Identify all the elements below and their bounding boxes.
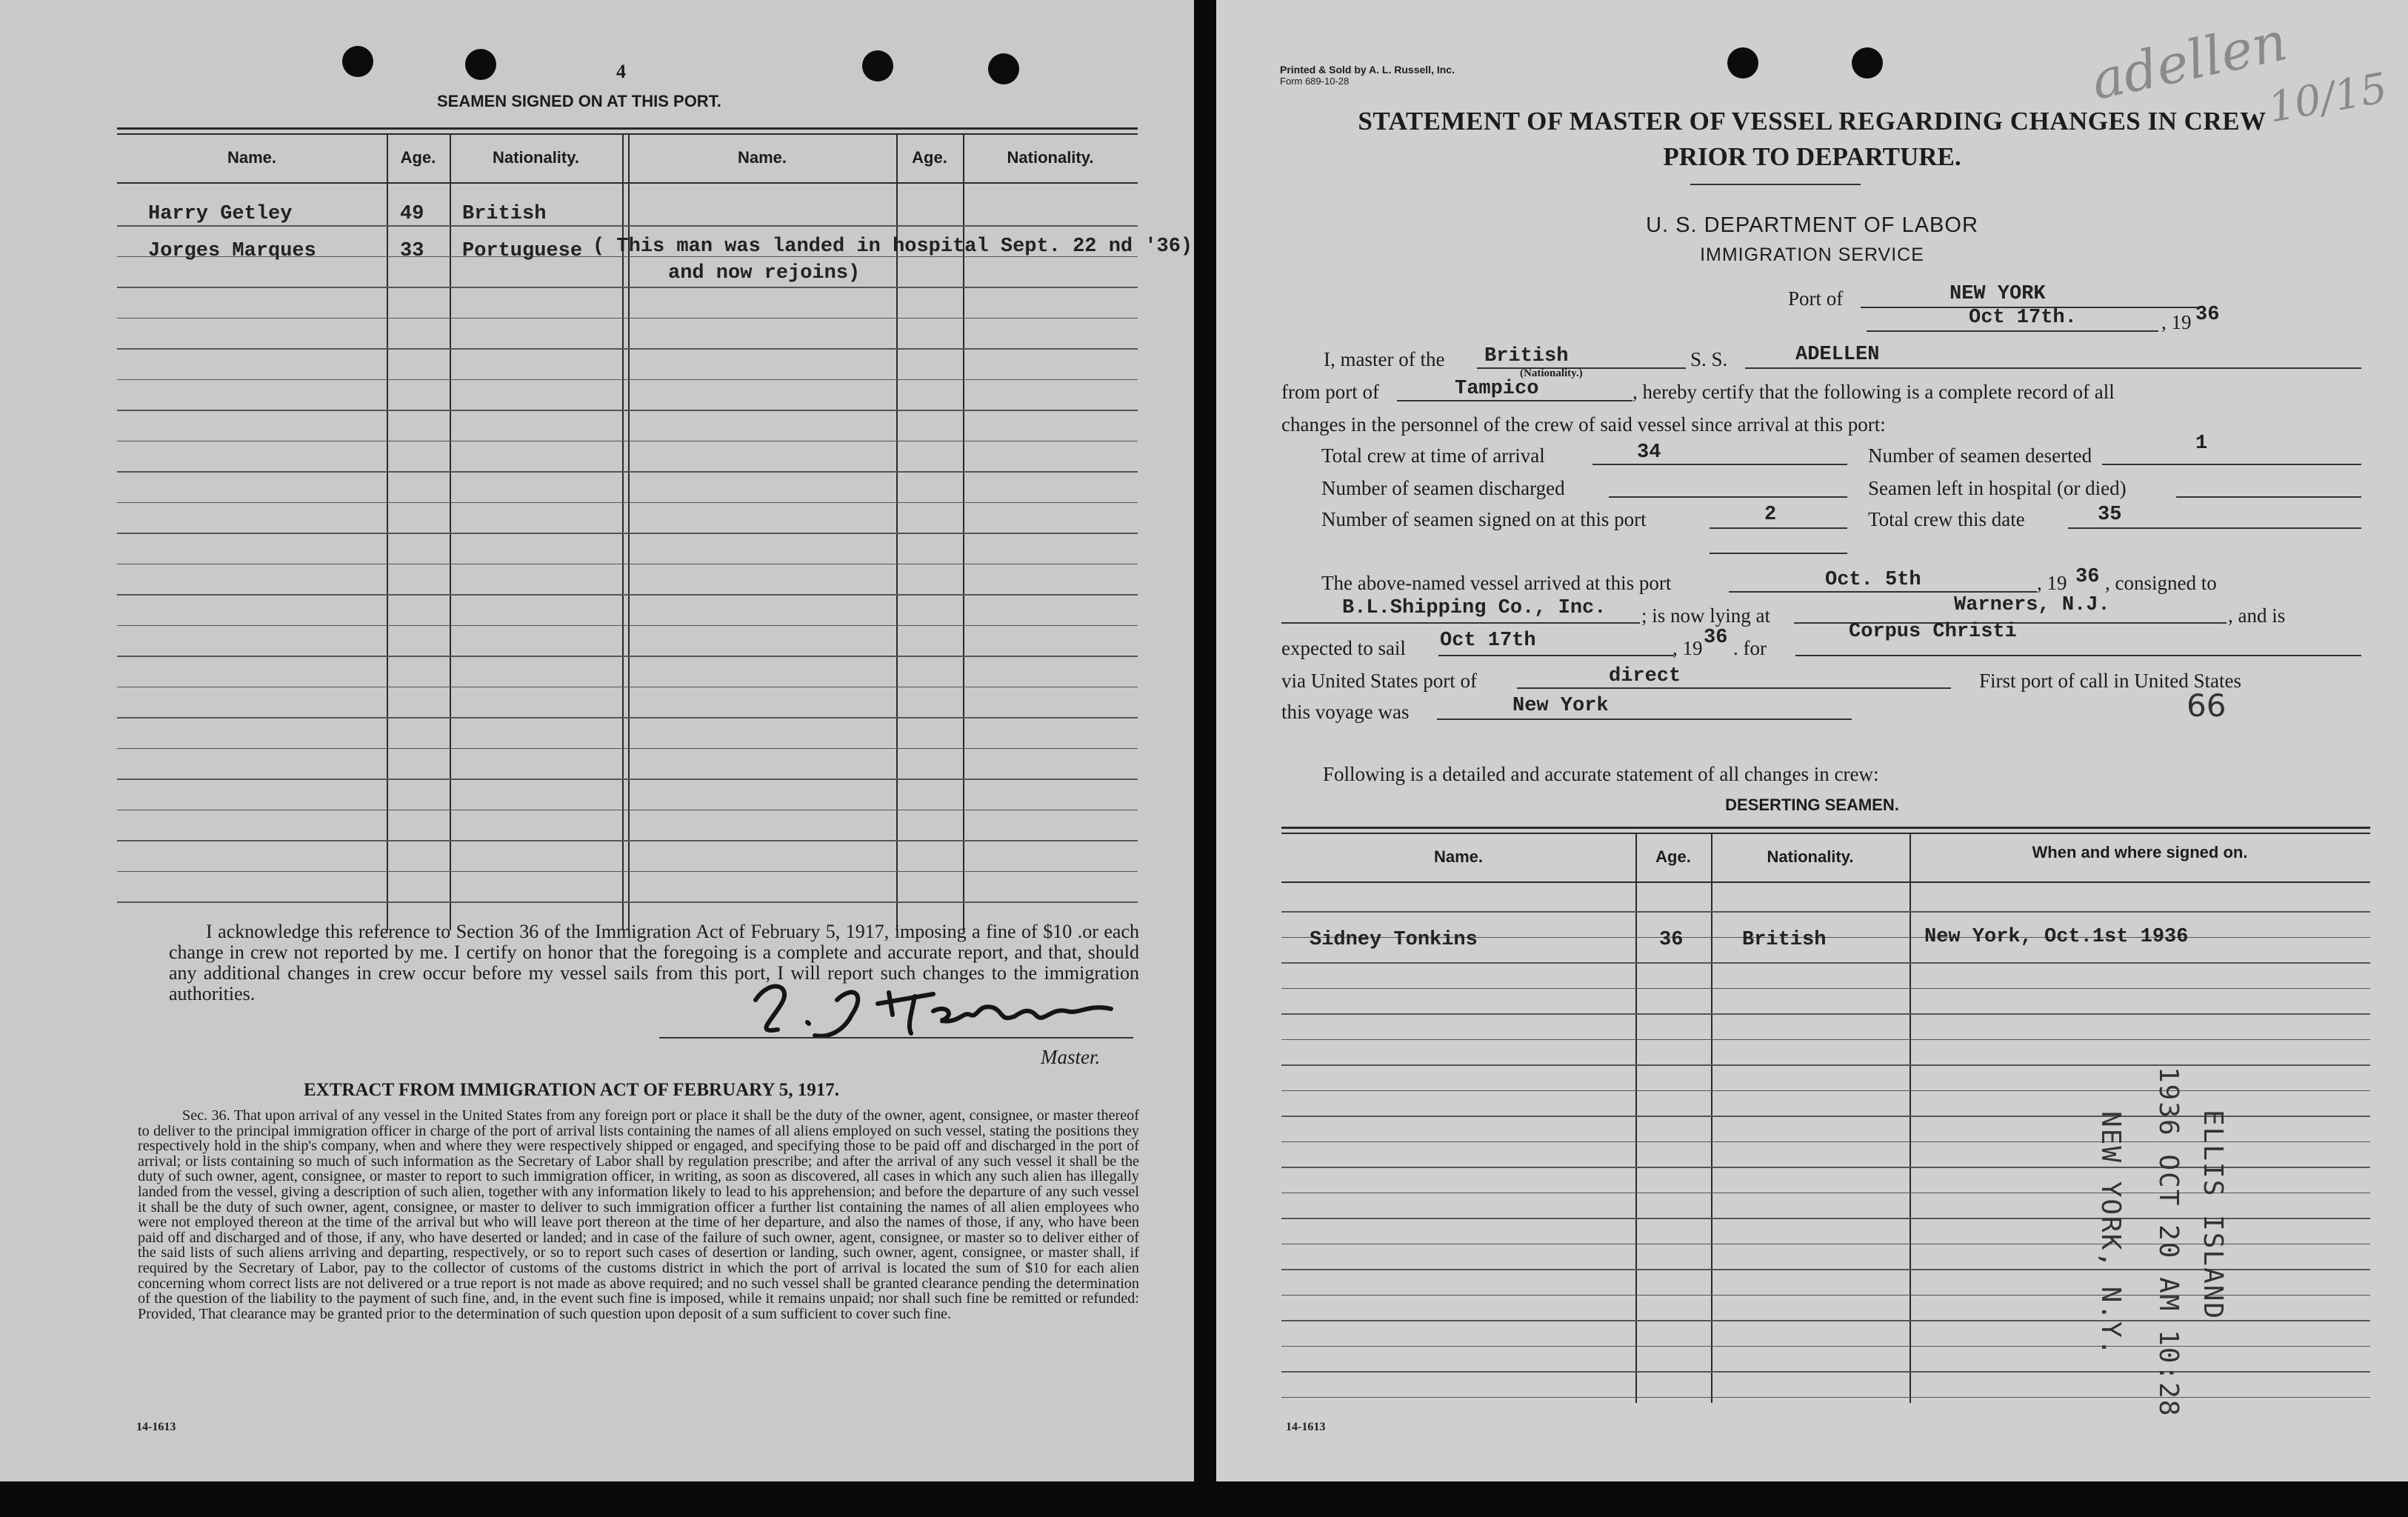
department-name: U. S. DEPARTMENT OF LABOR: [1646, 213, 1978, 237]
extract-title: EXTRACT FROM IMMIGRATION ACT OF FEBRUARY 5, 1917.: [304, 1080, 839, 1100]
form-number: 14-1613: [136, 1421, 176, 1433]
date-value: Oct 17th.: [1969, 307, 2077, 329]
destination-value: Corpus Christi: [1849, 621, 2017, 643]
col-header-name: Name.: [737, 148, 787, 167]
deserting-table-top-rule: [1281, 833, 2370, 834]
seaman-nationality: Portuguese: [462, 240, 583, 262]
table-row-line: [1281, 1090, 2370, 1092]
table-row-line: [117, 840, 1138, 841]
col-header-age: Age.: [400, 148, 436, 167]
deserter-signed-on: New York, Oct.1st 1936: [1924, 926, 2189, 948]
deserting-col-age: Age.: [1655, 847, 1691, 866]
date-line: [1867, 330, 2158, 332]
table-row-line: [117, 871, 1138, 873]
deserting-table-top-rule: [1281, 827, 2370, 829]
punch-hole: [342, 46, 373, 77]
port-of-value: NEW YORK: [1950, 283, 2046, 305]
extract-text: Sec. 36. That upon arrival of any vessel in the United States from any foreign port or place it shall be the duty of the owner, agent, consignee, or master thereof to deliver to the principal immigration officer in charge of the port of arrival lists containing the names of all aliens employed on such vessel, stating the positions they respectively hold in the ship's company, when and where they were respectively shipped or engaged, and specifying those to be paid off and discharged in the port of arrival; or lists containing so much of such information as the Secretary of Labor shall by regulation prescribe; and after the arrival of any such vessel it shall be the duty of such owner, agent, consignee, or master to report to such immigration officer, in writing, as soon as discovered, all cases in which any such alien has illegally landed from the vessel, giving a description of such alien, together with any information likely to lead to his apprehension; and before the departure of any such vessel it shall be the duty of such owner, agent, consignee, or master to deliver to such immigration officer a further list containing the names of all alien employees who were not employed thereon at the time of the arrival but who will leave port thereon at the time of her departure, and also the names of those, if any, who have been paid off and discharged and of those, if any, who have deserted or landed; and in case of the failure of such owner, agent, consignee, or master so to deliver either of the said lists of such aliens arriving and departing, respectively, or so to report such cases of desertion or landing, such owner, agent, consignee, or master shall, if required by the Secretary of Labor, pay to the collector of customs of the customs district in which the port of arrival is located the sum of $10 for each alien concerning whom correct lists are not delivered or a true report is not made as above required; and no such vessel shall be granted clearance pending the determination of the question of the liability to the payment of such fine, and, in the event such fine is imposed, while it remains unpaid; nor shall such fine be remitted or refunded: Provided, That clearance may be granted prior to the determination of such question upon deposit of a sum sufficient to cover such fine.: [138, 1107, 1139, 1322]
table-row-line: [1281, 962, 2370, 964]
nationality-value: British: [1484, 345, 1569, 367]
master-of-label: I, master of the: [1324, 348, 1445, 370]
hospital-label: Seamen left in hospital (or died): [1868, 477, 2127, 499]
title-divider: [1690, 184, 1861, 185]
service-name: IMMIGRATION SERVICE: [1700, 244, 1924, 265]
from-port-label: from port of: [1281, 381, 1379, 403]
consignee-line: [1281, 622, 1640, 624]
table-row-line: [117, 379, 1138, 381]
lying-label: ; is now lying at: [1641, 604, 1770, 627]
arrived-year: 36: [2075, 566, 2100, 588]
following-text: Following is a detailed and accurate statement of all changes in crew:: [1323, 763, 1879, 785]
handwritten-reference: 10/15: [2264, 64, 2391, 133]
form-number: 14-1613: [1286, 1421, 1326, 1433]
punch-hole: [465, 49, 496, 80]
nationality-caption: (Nationality.): [1520, 367, 1583, 379]
column-divider: [387, 133, 388, 930]
page-number: 4: [616, 61, 626, 82]
deserted-label: Number of seamen deserted: [1868, 444, 2092, 467]
for-label: . for: [1733, 637, 1767, 659]
column-divider: [1910, 833, 1911, 1403]
table-row-line: [1281, 1397, 2370, 1398]
from-port-line: [1397, 400, 1632, 401]
lying-value: Warners, N.J.: [1954, 594, 2110, 616]
seaman-age: 49: [400, 203, 424, 225]
printer-credit: Printed & Sold by A. L. Russell, Inc.: [1280, 64, 1455, 76]
table-row-line: [117, 471, 1138, 473]
table-row-line: [1281, 1371, 2370, 1373]
table-row-line: [117, 348, 1138, 350]
column-divider: [1711, 833, 1712, 1403]
table-row-line: [117, 810, 1138, 811]
from-port-value: Tampico: [1455, 378, 1539, 400]
col-header-name: Name.: [227, 148, 277, 167]
table-row-line: [117, 594, 1138, 596]
table-row-line: [117, 901, 1138, 903]
total-crew-arrival-line: [1592, 464, 1847, 465]
printer-form-number: Form 689-10-28: [1280, 76, 1350, 87]
column-divider: [1635, 833, 1637, 1403]
col-header-nationality: Nationality.: [493, 148, 579, 167]
total-crew-arrival-label: Total crew at time of arrival: [1321, 444, 1545, 467]
signed-on-line: [1710, 527, 1847, 529]
table-row-line: [1281, 1039, 2370, 1041]
table-row-line: [1281, 988, 2370, 990]
deserting-col-nationality: Nationality.: [1767, 847, 1854, 866]
total-crew-date-line: [2068, 527, 2361, 529]
punch-hole: [1852, 47, 1883, 79]
arrived-line: [1729, 591, 2037, 593]
signed-on-value: 2: [1764, 504, 1777, 526]
handwritten-vessel-name: adellen: [2086, 10, 2292, 112]
right-page: [1216, 0, 2408, 1481]
table-row-line: [117, 441, 1138, 442]
ellis-island-stamp: 1936 OCT 20 AM 10:28: [2153, 1067, 2184, 1418]
deserting-header-rule: [1281, 881, 2370, 883]
first-port-value: New York: [1512, 695, 1609, 717]
table-row-line: [1281, 1320, 2370, 1321]
acknowledgement-text: I acknowledge this reference to Section 36 of the Immigration Act of February 5, 1917, imposing a fine of $10 .or each change in crew not reported by me. I certify on honor that the foregoing is a complete and accurate report, and that, should any additional changes in crew occur before my vessel sails from this port, I will report such changes to the immigration authorities.: [169, 921, 1139, 1004]
ellis-island-stamp: ELLIS ISLAND: [2198, 1110, 2228, 1321]
total-crew-date-value: 35: [2098, 504, 2122, 526]
table-header-rule: [117, 182, 1138, 184]
hospital-line: [2176, 496, 2361, 498]
master-signature: [741, 970, 1118, 1044]
seaman-nationality: British: [462, 203, 547, 225]
table-row-line: [117, 687, 1138, 688]
row-note: ( This man was landed in hospital Sept. 22 nd '36): [593, 236, 1193, 258]
table-row-line: [1281, 1013, 2370, 1015]
signed-on-total-rule: [1710, 553, 1847, 554]
vessel-name: ADELLEN: [1795, 344, 1880, 366]
port-of-label: Port of: [1788, 287, 1844, 310]
table-row-line: [117, 502, 1138, 504]
row-note: and now rejoins): [668, 262, 861, 284]
consigned-label: , consigned to: [2105, 572, 2217, 594]
col-header-age: Age.: [912, 148, 947, 167]
column-divider: [450, 133, 451, 930]
first-port-label: First port of call in United States: [1979, 670, 2241, 692]
discharged-line: [1609, 496, 1847, 498]
table-row-line: [117, 533, 1138, 534]
signed-on-label: Number of seamen signed on at this port: [1321, 508, 1647, 530]
discharged-label: Number of seamen discharged: [1321, 477, 1565, 499]
deserting-col-signed-on: When and where signed on.: [2032, 843, 2248, 861]
master-label: Master.: [1041, 1046, 1101, 1068]
deserter-nationality: British: [1742, 929, 1827, 951]
table-row-line: [117, 748, 1138, 750]
seaman-name: Jorges Marques: [148, 240, 316, 262]
table-row-line: [1281, 1346, 2370, 1347]
deserting-title: DESERTING SEAMEN.: [1725, 796, 1899, 814]
deserter-age: 36: [1659, 929, 1684, 951]
deserting-col-name: Name.: [1433, 847, 1484, 866]
table-row-line: [117, 318, 1138, 319]
master-signature-line: [659, 1037, 1133, 1038]
sail-date-line: [1438, 655, 1674, 656]
certify-text: , hereby certify that the following is a complete record of all: [1632, 381, 2115, 403]
ss-label: S. S.: [1690, 348, 1728, 370]
destination-line: [1795, 655, 2361, 656]
table-top-rule: [117, 127, 1138, 130]
via-line: [1517, 687, 1951, 689]
and-is-label: , and is: [2228, 604, 2286, 627]
deserted-value: 1: [2195, 433, 2208, 455]
page-gutter: [1194, 0, 1216, 1517]
total-crew-arrival-value: 34: [1637, 441, 1661, 464]
punch-hole: [862, 50, 893, 81]
form-title: PRIOR TO DEPARTURE.: [1663, 142, 1961, 171]
ellis-island-stamp: NEW YORK, N.Y.: [2095, 1111, 2126, 1357]
vessel-line: [1745, 367, 2361, 369]
form-title: STATEMENT OF MASTER OF VESSEL REGARDING CHANGES IN CREW: [1358, 107, 2267, 136]
first-port-line: [1437, 719, 1852, 720]
table-row-line: [117, 778, 1138, 780]
seaman-age: 33: [400, 240, 424, 262]
via-value: direct: [1609, 665, 1681, 687]
deserted-line: [2102, 464, 2361, 465]
col-header-nationality: Nationality.: [1007, 148, 1094, 167]
sail-year-prefix: , 19: [1672, 637, 1703, 659]
left-page: [0, 0, 1194, 1481]
table-row-line: [1281, 1064, 2370, 1066]
arrived-year-prefix: , 19: [2037, 572, 2067, 594]
table-top-rule: [117, 133, 1138, 135]
table-row-line: [117, 717, 1138, 719]
arrived-label: The above-named vessel arrived at this port: [1321, 572, 1672, 594]
year-prefix: , 19: [2161, 311, 2192, 333]
table-row-line: [117, 410, 1138, 411]
sail-year: 36: [1704, 627, 1728, 649]
punch-hole: [1727, 47, 1758, 79]
deserter-name: Sidney Tonkins: [1310, 929, 1478, 951]
section-title: SEAMEN SIGNED ON AT THIS PORT.: [437, 92, 721, 110]
table-row-line: [1281, 911, 2370, 913]
table-row-line: [117, 656, 1138, 657]
reference-number: 66: [2187, 687, 2227, 724]
table-row-line: [117, 225, 1138, 227]
punch-hole: [988, 53, 1019, 84]
table-row-line: [117, 564, 1138, 565]
changes-text: changes in the personnel of the crew of said vessel since arrival at this port:: [1281, 413, 1886, 436]
sail-date: Oct 17th: [1440, 630, 1536, 652]
arrived-date: Oct. 5th: [1825, 569, 1921, 591]
expected-label: expected to sail: [1281, 637, 1406, 659]
seaman-name: Harry Getley: [148, 203, 293, 225]
table-row-line: [117, 287, 1138, 288]
this-voyage-label: this voyage was: [1281, 701, 1410, 723]
via-label: via United States port of: [1281, 670, 1477, 692]
table-row-line: [117, 625, 1138, 627]
total-crew-date-label: Total crew this date: [1868, 508, 2025, 530]
year-value: 36: [2195, 304, 2220, 326]
consignee-value: B.L.Shipping Co., Inc.: [1342, 597, 1607, 619]
